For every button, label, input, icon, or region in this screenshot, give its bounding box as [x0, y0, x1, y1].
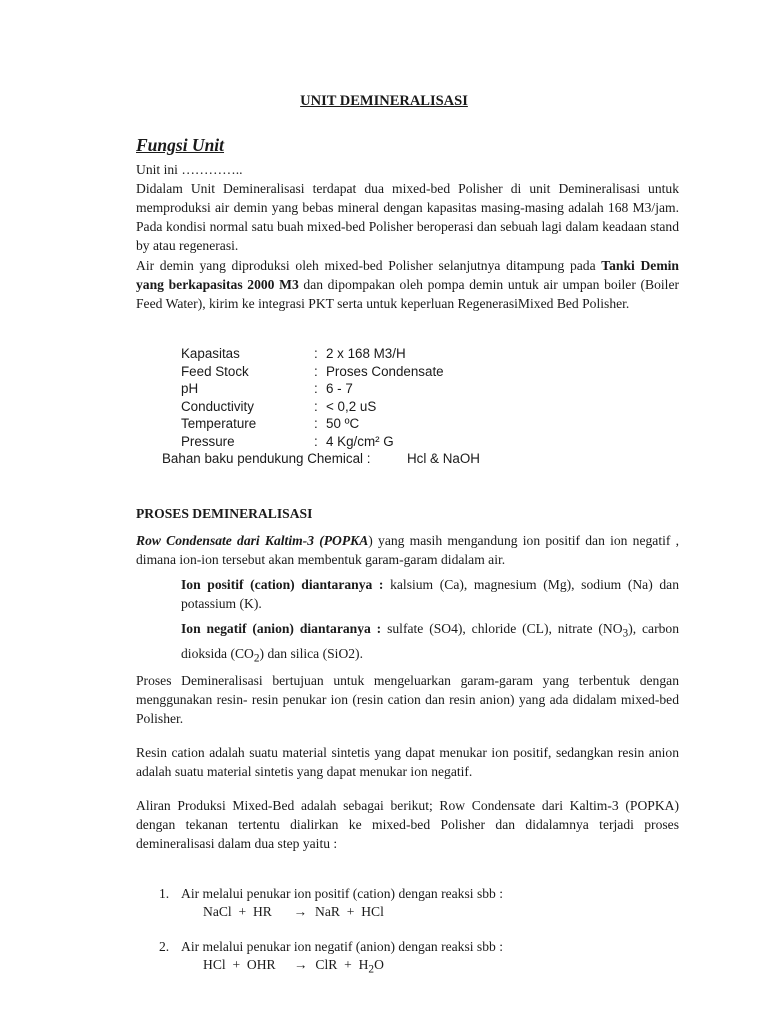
anion-subscript-2: 2 — [253, 652, 260, 665]
reaction-lhs: HCl + OHR — [203, 957, 276, 972]
spec-label: Conductivity — [181, 399, 254, 414]
reaction-rhs: NaR + HCl — [315, 904, 384, 919]
paragraph-fungsi-2-post: dan dipompakan oleh pompa demin untuk air umpan boiler (Boiler Feed Water), kirim ke integrasi PKT serta untuk keperluan RegenerasiMixed Bed Polisher. — [136, 277, 679, 311]
cation-label: Ion positif (cation) diantaranya : — [181, 577, 384, 592]
paragraph-cation — [181, 575, 679, 613]
section-heading-proses: PROSES DEMINERALISASI — [136, 506, 313, 521]
spec-label: Temperature — [181, 416, 257, 431]
arrow-icon: → — [293, 957, 308, 972]
step-text: Air melalui penukar ion negatif (anion) dengan reaksi sbb : — [181, 939, 503, 954]
spec-value: Proses Condensate — [326, 364, 444, 379]
reaction-rhs-b: O — [374, 957, 384, 972]
anion-text-a: sulfate (SO4), chloride (CL), nitrate (NO — [381, 621, 623, 636]
spec-value: 4 Kg/cm² G — [326, 434, 394, 449]
paragraph-fungsi-2-bold: Tanki Demin yang berkapasitas 2000 M3 — [136, 258, 679, 292]
unit-ini-line: Unit ini ………….. — [136, 162, 243, 177]
spec-colon: : — [314, 346, 318, 361]
bahan-value: Hcl & NaOH — [407, 451, 480, 466]
arrow-icon: → — [293, 904, 308, 919]
paragraph-resin: Resin cation adalah suatu material sintetis yang dapat menukar ion positif, sedangkan resin anion adalah suatu material sintetis yang dapat menukar ion negatif. — [136, 745, 679, 779]
paragraph-fungsi-1: Didalam Unit Demineralisasi terdapat dua mixed-bed Polisher di unit Demineralisasi untuk memproduksi air demin yang bebas mineral dengan kapasitas masing-masing adalah 168 M3/jam. Pada kondisi normal satu buah mixed-bed Polisher beroperasi dan sebuah lagi dalam keadaan stand by atau regenerasi. — [136, 181, 679, 253]
spec-colon: : — [314, 381, 318, 396]
anion-text-b: ), carbon dioksida (CO — [181, 621, 679, 661]
spec-value: 6 - 7 — [326, 381, 353, 396]
reaction-lhs: NaCl + HR — [203, 904, 272, 919]
reaction-rhs-a: ClR + H — [315, 957, 369, 972]
bahan-baku-row — [162, 451, 480, 466]
section-heading-fungsi: Fungsi Unit — [136, 135, 225, 155]
spec-value: 2 x 168 M3/H — [326, 346, 406, 361]
spec-colon: : — [314, 416, 318, 431]
paragraph-tujuan: Proses Demineralisasi bertujuan untuk mengeluarkan garam-garam yang terbentuk dengan menggunakan resin- resin penukar ion (resin cation dan resin anion) yang ada didalam mixed-bed Polisher. — [136, 673, 679, 726]
intro-rest: ) yang masih mengandung ion positif dan ion negatif , dimana ion-ion tersebut akan membentuk garam-garam didalam air. — [136, 533, 679, 567]
spec-label: Kapasitas — [181, 346, 240, 361]
cation-text: kalsium (Ca), magnesium (Mg), sodium (Na) dan potassium (K). — [181, 577, 679, 611]
anion-subscript-3: 3 — [622, 627, 629, 640]
intro-bold-italic: Row Condensate dari Kaltim-3 (POPKA — [136, 533, 369, 548]
step-text: Air melalui penukar ion positif (cation) dengan reaksi sbb : — [181, 886, 504, 901]
paragraph-fungsi-2 — [136, 256, 679, 313]
step-number: 1. — [159, 886, 170, 901]
paragraph-aliran: Aliran Produksi Mixed-Bed adalah sebagai berikut; Row Condensate dari Kaltim-3 (POPKA) dengan tekanan tertentu dialirkan ke mixed-bed Polisher dan didalamnya terjadi proses demineralisasi dalam dua step yaitu : — [136, 798, 679, 851]
anion-label: Ion negatif (anion) diantaranya : — [181, 621, 382, 636]
reaction-equation — [203, 904, 384, 920]
paragraph-anion — [181, 619, 679, 668]
reaction-equation — [203, 957, 384, 976]
step-number: 2. — [159, 939, 170, 954]
spec-label: Feed Stock — [181, 364, 249, 379]
spec-colon: : — [314, 364, 318, 379]
anion-text-c: ) dan silica (SiO2). — [259, 645, 363, 661]
spec-value: < 0,2 uS — [326, 399, 377, 414]
spec-colon: : — [314, 434, 318, 449]
spec-label: Pressure — [181, 434, 235, 449]
page-title: UNIT DEMINERALISASI — [300, 93, 468, 109]
spec-value: 50 ºC — [326, 416, 360, 431]
paragraph-proses-intro — [136, 531, 679, 569]
spec-label: pH — [181, 381, 199, 396]
spec-colon: : — [314, 399, 318, 414]
bahan-label: Bahan baku pendukung Chemical : — [162, 451, 371, 466]
paragraph-fungsi-2-pre: Air demin yang diproduksi oleh mixed-bed Polisher selanjutnya ditampung pada — [136, 258, 602, 273]
reaction-rhs-subscript: 2 — [368, 963, 375, 976]
